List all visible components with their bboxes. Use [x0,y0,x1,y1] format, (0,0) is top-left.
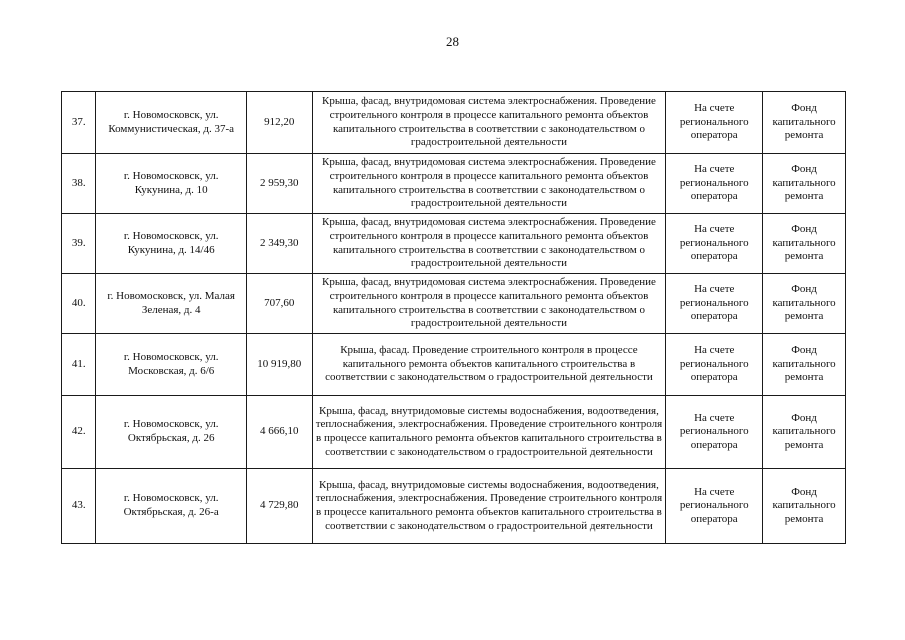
account-cell: На счете регионального оператора [666,274,763,334]
row-number: 41. [62,334,96,396]
address-cell: г. Новомосковск, ул. Кукунина, д. 14/46 [96,214,247,274]
table-row [62,154,846,214]
table-row [62,469,846,544]
works-cell: Крыша, фасад, внутридомовая система электроснабжения. Проведение строительного контроля в процессе капитального ремонта объектов капитального строительства в соответствии с законодательством о градостроительной деятельности [312,92,666,154]
account-cell: На счете регионального оператора [666,396,763,469]
amount-cell: 2 349,30 [246,214,312,274]
row-number: 39. [62,214,96,274]
fund-cell: Фонд капитального ремонта [763,154,846,214]
fund-cell: Фонд капитального ремонта [763,396,846,469]
table-row [62,274,846,334]
row-number: 43. [62,469,96,544]
fund-cell: Фонд капитального ремонта [763,214,846,274]
works-cell: Крыша, фасад, внутридомовая система электроснабжения. Проведение строительного контроля в процессе капитального ремонта объектов капитального строительства в соответствии с законодательством о градостроительной деятельности [312,214,666,274]
table-row [62,214,846,274]
amount-cell: 2 959,30 [246,154,312,214]
address-cell: г. Новомосковск, ул. Кукунина, д. 10 [96,154,247,214]
address-cell: г. Новомосковск, ул. Малая Зеленая, д. 4 [96,274,247,334]
row-number: 38. [62,154,96,214]
works-cell: Крыша, фасад. Проведение строительного контроля в процессе капитального ремонта объектов капитального строительства в соответствии с законодательством о градостроительной деятельности [312,334,666,396]
account-cell: На счете регионального оператора [666,334,763,396]
amount-cell: 10 919,80 [246,334,312,396]
fund-cell: Фонд капитального ремонта [763,92,846,154]
row-number: 42. [62,396,96,469]
fund-cell: Фонд капитального ремонта [763,469,846,544]
capital-repair-table [61,91,846,544]
account-cell: На счете регионального оператора [666,469,763,544]
table-row [62,92,846,154]
address-cell: г. Новомосковск, ул. Коммунистическая, д. 37-а [96,92,247,154]
address-cell: г. Новомосковск, ул. Октябрьская, д. 26 [96,396,247,469]
amount-cell: 707,60 [246,274,312,334]
amount-cell: 4 729,80 [246,469,312,544]
address-cell: г. Новомосковск, ул. Октябрьская, д. 26-а [96,469,247,544]
works-cell: Крыша, фасад, внутридомовая система электроснабжения. Проведение строительного контроля в процессе капитального ремонта объектов капитального строительства в соответствии с законодательством о градостроительной деятельности [312,274,666,334]
works-cell: Крыша, фасад, внутридомовые системы водоснабжения, водоотведения, теплоснабжения, электроснабжения. Проведение строительного контроля в процессе капитального ремонта объектов капитального строительства в соответствии с законодательством о градостроительной деятельности [312,469,666,544]
account-cell: На счете регионального оператора [666,154,763,214]
amount-cell: 912,20 [246,92,312,154]
amount-cell: 4 666,10 [246,396,312,469]
works-cell: Крыша, фасад, внутридомовые системы водоснабжения, водоотведения, теплоснабжения, электроснабжения. Проведение строительного контроля в процессе капитального ремонта объектов капитального строительства в соответствии с законодательством о градостроительной деятельности [312,396,666,469]
page-number: 28 [446,34,459,49]
row-number: 37. [62,92,96,154]
row-number: 40. [62,274,96,334]
address-cell: г. Новомосковск, ул. Московская, д. 6/6 [96,334,247,396]
fund-cell: Фонд капитального ремонта [763,334,846,396]
table-row [62,334,846,396]
account-cell: На счете регионального оператора [666,92,763,154]
works-cell: Крыша, фасад, внутридомовая система электроснабжения. Проведение строительного контроля в процессе капитального ремонта объектов капитального строительства в соответствии с законодательством о градостроительной деятельности [312,154,666,214]
fund-cell: Фонд капитального ремонта [763,274,846,334]
table-row [62,396,846,469]
account-cell: На счете регионального оператора [666,214,763,274]
